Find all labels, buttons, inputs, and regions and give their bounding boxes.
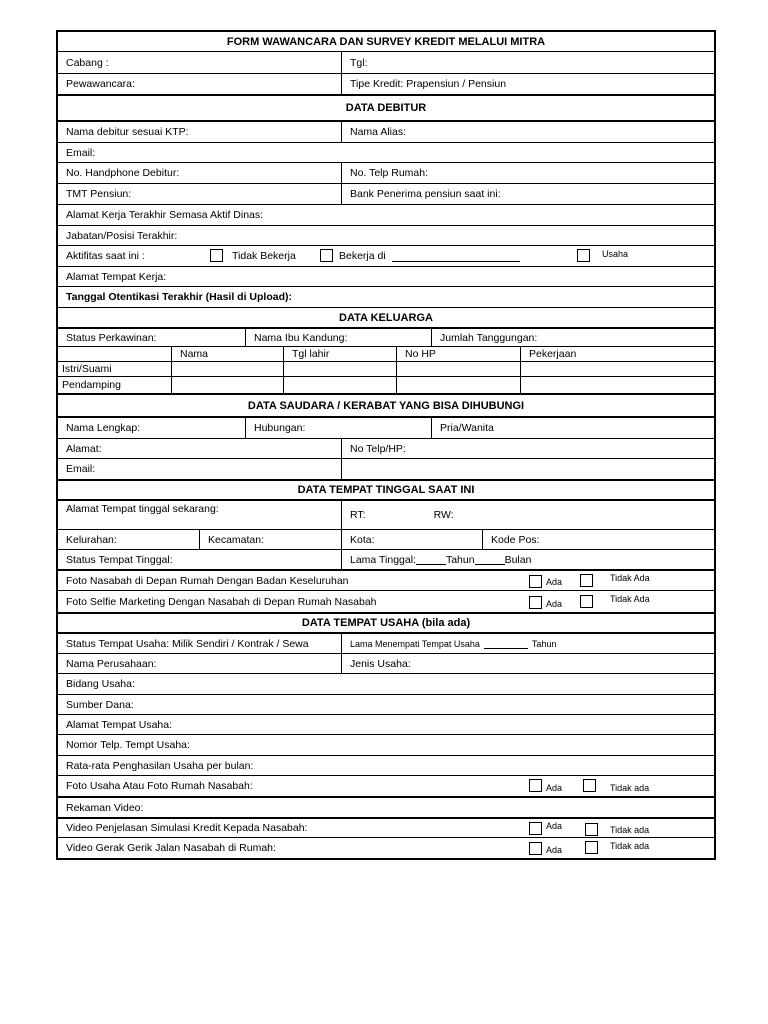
lama-usaha-field[interactable] — [341, 634, 714, 653]
pewawancara-row — [58, 73, 714, 94]
penghasilan-row — [58, 755, 714, 775]
debitur-heading-row — [58, 94, 714, 120]
col-nama: Nama — [171, 347, 283, 361]
status-usaha-row — [58, 632, 714, 653]
jabatan-row — [58, 225, 714, 245]
status-tinggal-row — [58, 549, 714, 569]
rekaman-field[interactable]: Rekaman Video: — [66, 801, 144, 814]
saudara-email-row — [58, 458, 714, 479]
usaha-heading: DATA TEMPAT USAHA (bila ada) — [301, 617, 471, 629]
bidang-field[interactable]: Bidang Usaha: — [66, 678, 135, 690]
debitur-heading: DATA DEBITUR — [345, 102, 427, 114]
usaha-label: Usaha — [602, 249, 629, 259]
saudara-hubungan-field[interactable]: Hubungan: — [245, 418, 431, 438]
col-no-hp: No HP — [396, 347, 520, 361]
jenis-usaha-field[interactable]: Jenis Usaha: — [341, 654, 714, 673]
istri-nama-cell[interactable] — [171, 362, 283, 376]
status-usaha-field[interactable]: Status Tempat Usaha: Milik Sendiri / Kontrak / Sewa — [66, 637, 309, 650]
nama-ktp-field[interactable]: Nama debitur sesuai KTP: — [66, 126, 189, 138]
jumlah-tanggungan-field[interactable]: Jumlah Tanggungan: — [431, 329, 714, 346]
jabatan-field[interactable]: Jabatan/Posisi Terakhir: — [66, 229, 178, 242]
tinggal-heading-row — [58, 479, 714, 499]
saudara-nama-row — [58, 416, 714, 438]
nama-alias-field[interactable]: Nama Alias: — [341, 122, 714, 142]
simulasi-ada-checkbox[interactable] — [529, 822, 542, 835]
simulasi-row — [58, 817, 714, 837]
tinggal-alamat-field[interactable]: Alamat Tempat tinggal sekarang: — [66, 503, 219, 515]
simulasi-tidak-ada-label: Tidak ada — [610, 824, 650, 835]
saudara-alamat-field[interactable]: Alamat: — [66, 442, 102, 455]
kecamatan-field[interactable]: Kecamatan: — [199, 530, 341, 549]
col-pekerjaan: Pekerjaan — [520, 347, 714, 361]
foto1-ada-checkbox[interactable] — [529, 575, 542, 588]
lama-tahun-label: Tahun — [445, 553, 475, 566]
tidak-bekerja-label: Tidak Bekerja — [232, 250, 296, 262]
istri-tgl-cell[interactable] — [283, 362, 396, 376]
saudara-alamat-row — [58, 438, 714, 458]
status-perkawinan-field[interactable]: Status Perkawinan: — [66, 331, 157, 344]
tipe-kredit-field[interactable]: Tipe Kredit: Prapensiun / Pensiun — [341, 74, 714, 94]
lama-usaha-label: Lama Menempati Tempat Usaha — [350, 638, 480, 649]
tmt-field[interactable]: TMT Pensiun: — [66, 188, 132, 200]
lama-bulan-label: Bulan — [504, 553, 532, 566]
alamat-kerja-row — [58, 204, 714, 225]
rw-label: RW: — [433, 509, 454, 521]
alamat-usaha-field[interactable]: Alamat Tempat Usaha: — [66, 718, 173, 731]
foto2-tidak-ada-checkbox[interactable] — [580, 595, 593, 608]
kodepos-field[interactable]: Kode Pos: — [482, 530, 714, 549]
sumber-field[interactable]: Sumber Dana: — [66, 698, 134, 711]
foto-usaha-row — [58, 775, 714, 796]
keluarga-table-header — [58, 346, 714, 361]
alamat-tempat-kerja-row — [58, 266, 714, 286]
bank-field[interactable]: Bank Penerima pensiun saat ini: — [341, 184, 714, 204]
keluarga-heading-row — [58, 307, 714, 327]
status-perkawinan-row — [58, 327, 714, 346]
pendamping-nama-cell[interactable] — [171, 377, 283, 393]
tinggal-heading: DATA TEMPAT TINGGAL SAAT INI — [297, 484, 475, 496]
simulasi-label: Video Penjelasan Simulasi Kredit Kepada Nasabah: — [66, 822, 308, 834]
tmt-row — [58, 183, 714, 204]
bidang-row — [58, 673, 714, 694]
otentikasi-field[interactable]: Tanggal Otentikasi Terakhir (Hasil di Upload): — [66, 291, 292, 303]
telp-usaha-field[interactable]: Nomor Telp. Tempt Usaha: — [66, 739, 190, 751]
saudara-email-field[interactable]: Email: — [66, 463, 96, 475]
keluarga-heading: DATA KELUARGA — [339, 311, 433, 324]
survey-form — [56, 30, 716, 860]
hp-field[interactable]: No. Handphone Debitur: — [66, 167, 180, 179]
tgl-field[interactable]: Tgl: — [341, 52, 714, 73]
nama-ktp-row — [58, 120, 714, 142]
perusahaan-row — [58, 653, 714, 673]
status-tinggal-field[interactable]: Status Tempat Tinggal: — [66, 553, 173, 566]
foto1-ada-label: Ada — [546, 577, 563, 587]
kota-field[interactable]: Kota: — [341, 530, 482, 549]
kelurahan-row — [58, 529, 714, 549]
foto1-tidak-ada-label: Tidak Ada — [610, 573, 650, 583]
saudara-heading: DATA SAUDARA / KERABAT YANG BISA DIHUBUNGI — [247, 399, 525, 412]
foto-usaha-ada-label: Ada — [546, 782, 563, 793]
hp-row — [58, 162, 714, 183]
rekaman-row — [58, 796, 714, 817]
lama-bulan-line[interactable] — [475, 554, 505, 565]
foto2-label: Foto Selfie Marketing Dengan Nasabah di Depan Rumah Nasabah — [66, 595, 377, 608]
simulasi-ada-label: Ada — [546, 820, 563, 831]
pendamping-pekerjaan-cell[interactable] — [520, 377, 714, 393]
gerak-label: Video Gerak Gerik Jalan Nasabah di Rumah: — [66, 842, 276, 854]
istri-suami-label: Istri/Suami — [62, 363, 112, 375]
tinggal-alamat-row — [58, 499, 714, 529]
kelurahan-field[interactable]: Kelurahan: — [66, 533, 117, 546]
telp-rumah-field[interactable]: No. Telp Rumah: — [341, 163, 714, 183]
email-field[interactable]: Email: — [66, 146, 96, 159]
foto2-ada-checkbox[interactable] — [529, 596, 542, 609]
pendamping-hp-cell[interactable] — [396, 377, 520, 393]
otentikasi-row — [58, 286, 714, 307]
saudara-gender-field[interactable]: Pria/Wanita — [431, 418, 714, 438]
rt-label: RT: — [350, 509, 366, 521]
foto2-row — [58, 590, 714, 612]
col-tgl-lahir: Tgl lahir — [283, 347, 396, 361]
saudara-heading-row — [58, 393, 714, 416]
alamat-usaha-row — [58, 714, 714, 734]
istri-pekerjaan-cell[interactable] — [520, 362, 714, 376]
tidak-bekerja-checkbox[interactable] — [210, 249, 223, 262]
table-row — [58, 361, 714, 376]
table-row — [58, 376, 714, 393]
bekerja-di-label: Bekerja di — [339, 250, 386, 262]
lama-usaha-tahun: Tahun — [531, 638, 557, 649]
gerak-ada-label: Ada — [546, 844, 563, 855]
aktifitas-row — [58, 245, 714, 266]
sumber-row — [58, 694, 714, 714]
foto1-label: Foto Nasabah di Depan Rumah Dengan Badan Keseluruhan — [66, 574, 349, 587]
form-title: FORM WAWANCARA DAN SURVEY KREDIT MELALUI MITRA — [226, 35, 546, 48]
lama-tahun-line[interactable] — [416, 554, 446, 565]
cabang-row — [58, 51, 714, 73]
foto2-tidak-ada-label: Tidak Ada — [610, 593, 650, 604]
foto1-row — [58, 569, 714, 590]
lama-tinggal-label: Lama Tinggal: — [350, 553, 416, 566]
simulasi-tidak-ada-checkbox[interactable] — [585, 823, 598, 836]
usaha-heading-row — [58, 612, 714, 632]
saudara-empty-cell[interactable] — [341, 459, 714, 479]
pewawancara-field[interactable]: Pewawancara: — [66, 78, 135, 90]
email-row — [58, 142, 714, 162]
penghasilan-field[interactable]: Rata-rata Penghasilan Usaha per bulan: — [66, 759, 254, 772]
pendamping-label: Pendamping — [62, 379, 121, 391]
keluarga-empty-header — [58, 347, 171, 361]
gerak-row — [58, 837, 714, 858]
saudara-nama-field[interactable]: Nama Lengkap: — [66, 422, 141, 434]
saudara-telp-field[interactable]: No Telp/HP: — [341, 439, 714, 458]
foto-usaha-ada-checkbox[interactable] — [529, 779, 542, 792]
lama-tinggal-field[interactable] — [341, 550, 714, 569]
gerak-tidak-ada-checkbox[interactable] — [585, 841, 598, 854]
alamat-tempat-kerja-field[interactable]: Alamat Tempat Kerja: — [66, 270, 167, 283]
rt-rw-cell[interactable] — [341, 501, 714, 529]
bekerja-di-checkbox[interactable] — [320, 249, 333, 262]
gerak-ada-checkbox[interactable] — [529, 842, 542, 855]
pendamping-tgl-cell[interactable] — [283, 377, 396, 393]
ibu-kandung-field[interactable]: Nama Ibu Kandung: — [245, 329, 431, 346]
usaha-checkbox[interactable] — [577, 249, 590, 262]
form-title-row — [58, 32, 714, 51]
telp-usaha-row — [58, 734, 714, 755]
aktifitas-label: Aktifitas saat ini : — [66, 250, 145, 262]
cabang-field[interactable]: Cabang : — [66, 56, 109, 69]
foto2-ada-label: Ada — [546, 598, 563, 609]
istri-hp-cell[interactable] — [396, 362, 520, 376]
foto-usaha-label: Foto Usaha Atau Foto Rumah Nasabah: — [66, 780, 253, 792]
foto-usaha-tidak-ada-checkbox[interactable] — [583, 779, 596, 792]
lama-usaha-line[interactable] — [484, 638, 528, 649]
perusahaan-field[interactable]: Nama Perusahaan: — [66, 657, 157, 670]
foto-usaha-tidak-ada-label: Tidak ada — [610, 782, 650, 793]
bekerja-di-line[interactable] — [392, 251, 520, 262]
alamat-kerja-field[interactable]: Alamat Kerja Terakhir Semasa Aktif Dinas: — [66, 209, 264, 221]
gerak-tidak-ada-label: Tidak ada — [610, 840, 650, 851]
foto1-tidak-ada-checkbox[interactable] — [580, 574, 593, 587]
